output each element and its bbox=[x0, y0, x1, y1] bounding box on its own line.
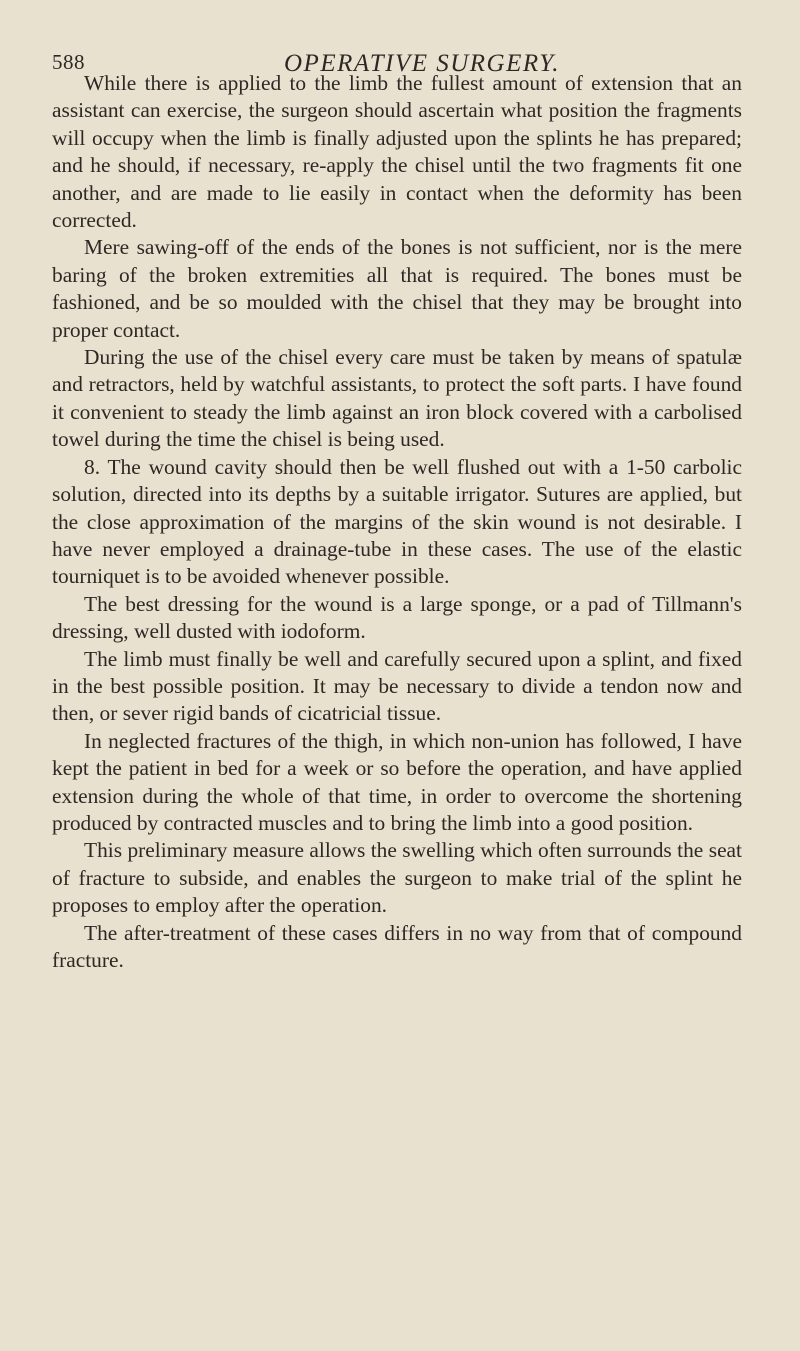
paragraph: 8. The wound cavity should then be well flushed out with a 1-50 carbolic solution, directed into its depths by a suitable irrigator. Sutures are applied, but the close approximation of the margins of the skin wound is not desirable. I have never employed a drainage-tube in these cases. The use of the elastic tourniquet is to be avoided whenever possible. bbox=[52, 454, 742, 589]
running-head: OPERATIVE SURGERY. bbox=[284, 50, 561, 77]
paragraph: This preliminary measure allows the swelling which often surrounds the seat of fracture to subside, and enables the surgeon to make trial of the splint he proposes to employ after the operation. bbox=[52, 838, 742, 918]
paragraph: The after-treatment of these cases differs in no way from that of compound fracture. bbox=[52, 920, 742, 972]
page-number: 588 bbox=[52, 50, 85, 74]
paragraph: The limb must finally be well and carefully secured upon a splint, and fixed in the best possible position. It may be necessary to divide a tendon now and then, or sever rigid bands of cicatricial tissue. bbox=[52, 646, 742, 726]
paragraph: During the use of the chisel every care must be taken by means of spatulæ and retractors, held by watchful assistants, to protect the soft parts. I have found it convenient to steady the limb against an iron block covered with a carbolised towel during the time the chisel is being used. bbox=[52, 345, 742, 452]
body-text bbox=[52, 70, 742, 974]
paragraph: While there is applied to the limb the fullest amount of extension that an assistant can exercise, the surgeon should ascertain what position the fragments will occupy when the limb is finally adjusted upon the splints he has prepared; and he should, if necessary, re-apply the chisel until the two fragments fit one another, and are made to lie easily in contact when the deformity has been corrected. bbox=[52, 71, 742, 233]
paragraph: The best dressing for the wound is a large sponge, or a pad of Tillmann's dressing, well dusted with iodoform. bbox=[52, 591, 742, 644]
paragraph: In neglected fractures of the thigh, in which non-union has followed, I have kept the patient in bed for a week or so before the operation, and have applied extension during the whole of that time, in order to overcome the shortening produced by contracted muscles and to bring the limb into a good position. bbox=[52, 728, 742, 835]
paragraph: Mere sawing-off of the ends of the bones is not sufficient, nor is the mere baring of the broken extremities all that is required. The bones must be fashioned, and be so moulded with the chisel that they may be brought into proper contact. bbox=[52, 235, 742, 342]
